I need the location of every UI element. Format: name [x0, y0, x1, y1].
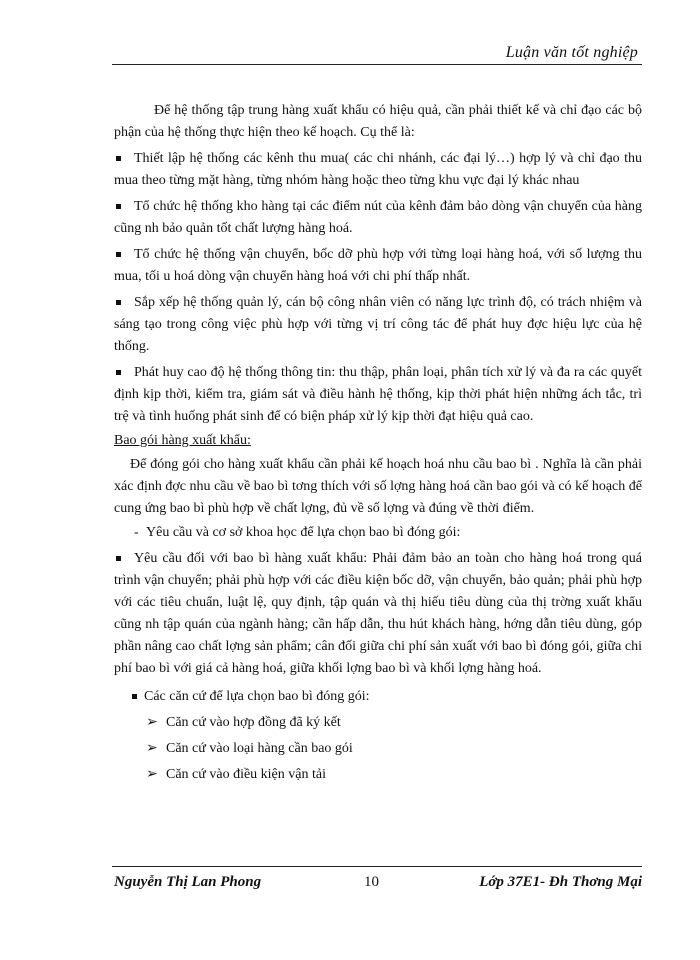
basis-item: ➢ Căn cứ vào điều kiện vận tải: [114, 764, 642, 786]
bases-title: Các căn cứ để lựa chọn bao bì đóng gói:: [114, 686, 642, 708]
bullet-paragraph-2: Tổ chức hệ thống kho hàng tại các điểm nút của kênh đảm bảo dòng vận chuyển của hàng cũng nh bảo quản tốt chất lượng hàng hoá.: [114, 199, 642, 236]
bullet-paragraph-5: Phát huy cao độ hệ thống thông tin: thu thập, phân loại, phân tích xử lý và đa ra các quyết định kịp thời, kiểm tra, giám sát và điều hành hệ thống, kịp thời phát hiện những ách tắc, trì trệ và tình huống phát sinh để có biện pháp xử lý kịp thời đạt hiệu quả cao.: [114, 365, 642, 424]
square-bullet-icon: [116, 370, 121, 375]
arrow-bullet-icon: ➢: [146, 767, 158, 782]
page-number: 10: [364, 874, 379, 890]
footer-author: Nguyễn Thị Lan Phong: [114, 874, 262, 890]
arrow-bullet-icon: ➢: [146, 741, 158, 756]
square-bullet-icon: [116, 156, 121, 161]
header-title: Luận văn tốt nghiệp: [505, 44, 638, 61]
page-body: [114, 100, 642, 788]
dash-bullet-icon: -: [134, 525, 139, 540]
header-rule: [112, 64, 642, 65]
intro-paragraph: Để hệ thống tập trung hàng xuất khẩu có hiệu quả, cần phải thiết kế và chỉ đạo các bộ phận của hệ thống thực hiện theo kế hoạch. Cụ thể là:: [114, 103, 642, 140]
section-heading: Bao gói hàng xuất khẩu:: [114, 433, 251, 448]
packing-paragraph: Để đóng gói cho hàng xuất khẩu cần phải kế hoạch hoá nhu cầu bao bì . Nghĩa là cần phải xác định đợc nhu cầu về bao bì tơng thích với số lợng hàng hoá cần bao gói và có kế hoạch để cung ứng bao bì phù hợp về chất lợng, đủ về số lợng và đúng về thời điểm.: [114, 457, 642, 516]
square-bullet-icon: [116, 556, 121, 561]
arrow-bullet-icon: ➢: [146, 715, 158, 730]
bullet-paragraph-1: Thiết lập hệ thống các kênh thu mua( các chi nhánh, các đại lý…) hợp lý và chỉ đạo thu mua theo từng mặt hàng, từng nhóm hàng hoặc theo từng khu vực đại lý khác nhau: [114, 151, 642, 188]
footer-rule: [112, 866, 642, 867]
footer-class: Lớp 37E1- Đh Thơng Mại: [479, 874, 642, 890]
square-bullet-icon: [132, 694, 137, 699]
square-bullet-icon: [116, 252, 121, 257]
basis-item: ➢ Căn cứ vào hợp đồng đã ký kết: [114, 712, 642, 734]
square-bullet-icon: [116, 204, 121, 209]
basis-item: ➢ Căn cứ vào loại hàng cần bao gói: [114, 738, 642, 760]
bullet-paragraph-4: Sắp xếp hệ thống quản lý, cán bộ công nhân viên có năng lực trình độ, có trách nhiệm và sáng tạo trong công việc phù hợp với từng vị trí công tác để phát huy đợc hiệu lực của hệ thống.: [114, 295, 642, 354]
sub-heading: - Yêu cầu và cơ sở khoa học để lựa chọn bao bì đóng gói:: [114, 522, 642, 544]
square-bullet-icon: [116, 300, 121, 305]
requirements-paragraph: Yêu cầu đối với bao bì hàng xuất khẩu: Phải đảm bảo an toàn cho hàng hoá trong quá trình vận chuyển; phải phù hợp với các điều kiện bốc dỡ, vận chuyển, bảo quản; phải phù hợp với các tiêu chuẩn, luật lệ, quy định, tập quán và thị hiếu tiêu dùng của thị trờng xuất khẩu cũng nh tập quán của ngành hàng; cần hấp dẫn, thu hút khách hàng, hớng dẫn tiêu dùng, góp phần nâng cao chất lợng sản phẩm; cân đối giữa chi phí sản xuất với bao bì đóng gói, giữa chi phí bao bì với giá cả hàng hoá, giữa khối lợng bao bì và khối lợng hàng hoá.: [114, 551, 642, 676]
bullet-paragraph-3: Tổ chức hệ thống vận chuyển, bốc dỡ phù hợp với từng loại hàng hoá, với số lượng thu mua, tối u hoá dòng vận chuyển hàng hoá với chi phí thấp nhất.: [114, 247, 642, 284]
